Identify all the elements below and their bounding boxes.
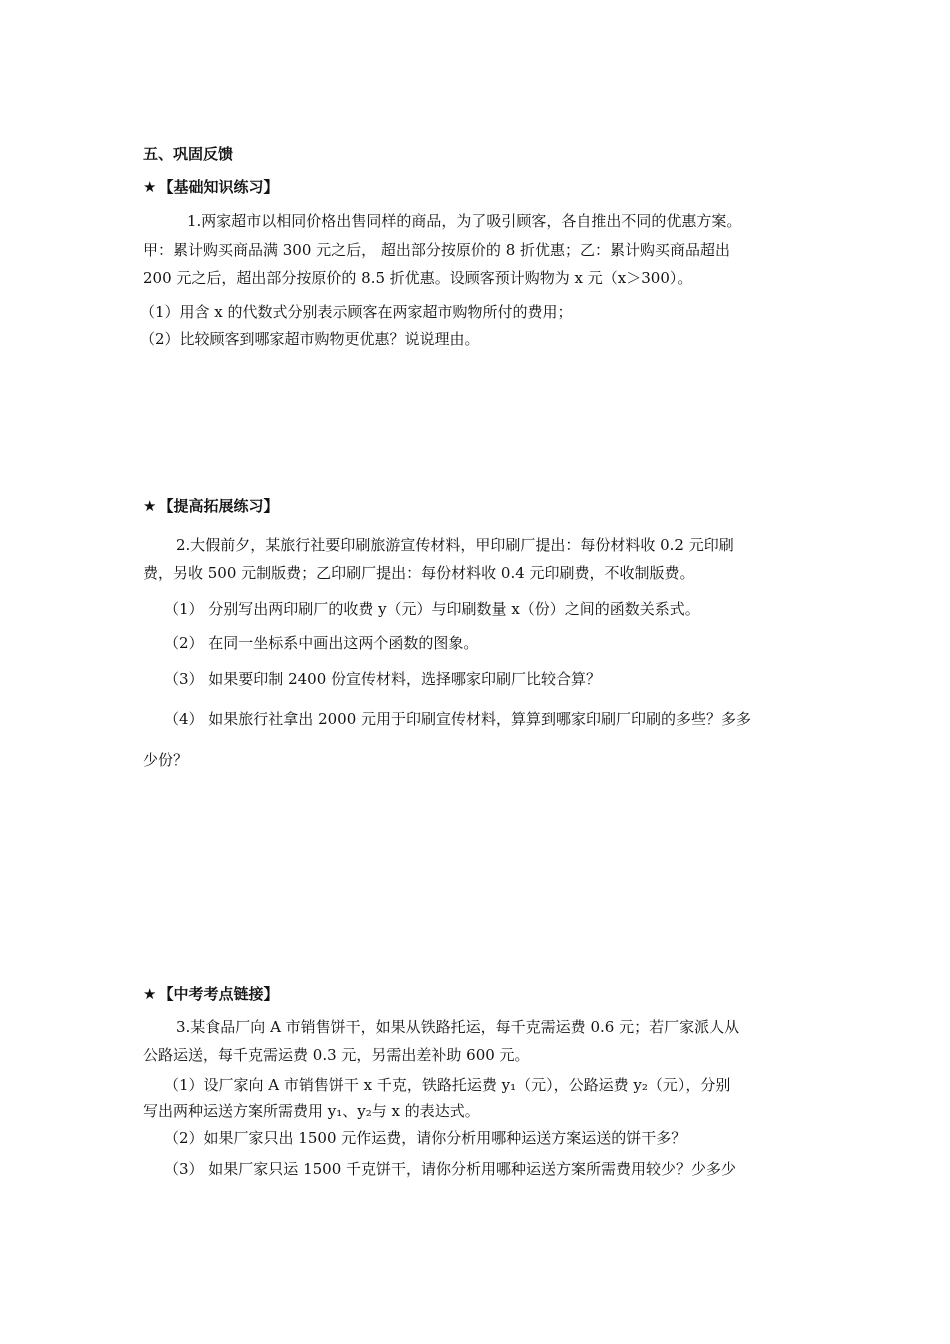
problem-3-line-1: 3.某食品厂向 A 市销售饼干，如果从铁路托运，每千克需运费 0.6 元；若厂家派人从 [176,1018,740,1036]
problem-1-line-1: 1.两家超市以相同价格出售同样的商品，为了吸引顾客，各自推出不同的优惠方案。 [187,212,742,230]
star-icon: ★ [143,985,157,1003]
problem-2-part-2: （2） 在同一坐标系中画出这两个函数的图象。 [164,634,479,652]
problem-2-part-1: （1） 分别写出两印刷厂的收费 y（元）与印刷数量 x（份）之间的函数关系式。 [164,600,700,618]
problem-3-part-3: （3） 如果厂家只运 1500 千克饼干，请你分析用哪种运送方案所需费用较少？少多少 [164,1160,737,1178]
exam-heading-label: 【中考考点链接】 [158,985,279,1003]
problem-3-part-2: （2）如果厂家只出 1500 元作运费，请你分析用哪种运送方案运送的饼干多？ [164,1129,687,1147]
problem-3-part-1: （1）设厂家向 A 市销售饼干 x 千克，铁路托运费 y₁（元），公路运费 y₂（元），分别 [164,1076,731,1094]
basic-heading [143,177,278,197]
problem-2-part-4: （4） 如果旅行社拿出 2000 元用于印刷宣传材料，算算到哪家印刷厂印刷的多些？多多 [164,710,752,728]
problem-1-line-3: 200 元之后，超出部分按原价的 8.5 折优惠。设顾客预计购物为 x 元（x＞300）。 [143,269,693,287]
problem-3-line-2: 公路运送，每千克需运费 0.3 元，另需出差补助 600 元。 [143,1046,530,1064]
problem-2-line-2: 费，另收 500 元制版费；乙印刷厂提出：每份材料收 0.4 元印刷费，不收制版费。 [143,564,695,582]
problem-2-part-3: （3） 如果要印制 2400 份宣传材料，选择哪家印刷厂比较合算？ [164,670,602,688]
problem-2-part-4-cont: 少份？ [143,751,189,769]
basic-heading-label: 【基础知识练习】 [158,178,279,196]
star-icon: ★ [143,178,157,196]
star-icon: ★ [143,497,157,515]
problem-1-part-2: （2）比较顾客到哪家超市购物更优惠？说说理由。 [140,330,480,348]
exam-heading [143,984,278,1004]
section-title: 五、巩固反馈 [143,145,234,163]
problem-3-part-1-cont: 写出两种运送方案所需费用 y₁、y₂与 x 的表达式。 [143,1102,480,1120]
problem-2-line-1: 2.大假前夕，某旅行社要印刷旅游宣传材料，甲印刷厂提出：每份材料收 0.2 元印刷 [176,536,734,554]
problem-1-line-2: 甲：累计购买商品满 300 元之后， 超出部分按原价的 8 折优惠；乙：累计购买商品超出 [143,241,731,259]
advanced-heading [143,496,278,516]
problem-1-part-1: （1）用含 x 的代数式分别表示顾客在两家超市购物所付的费用； [140,303,573,321]
advanced-heading-label: 【提高拓展练习】 [158,497,279,515]
